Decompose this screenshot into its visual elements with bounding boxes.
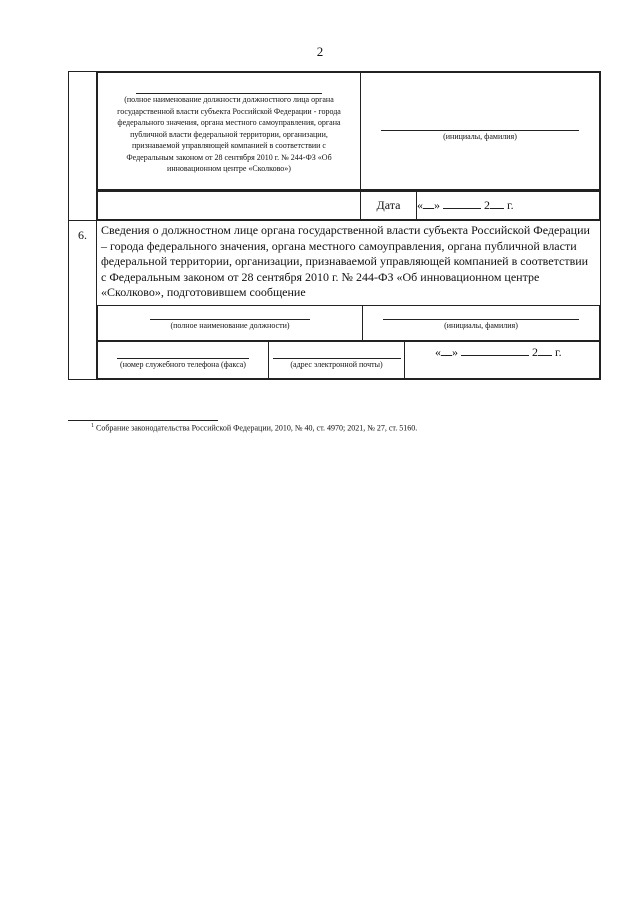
- footnote-text: Собрание законодательства Российской Федерации, 2010, № 40, ст. 4970; 2021, № 27, ст. 5160.: [96, 423, 418, 433]
- block6-row: [69, 221, 601, 380]
- block6-name-caption: (инициалы, фамилия): [444, 320, 518, 330]
- block6-position-caption: (полное наименование должности): [170, 320, 290, 330]
- block6-phone-caption: (номер служебного телефона (факса): [120, 359, 246, 369]
- block5-date-cell: [97, 191, 601, 221]
- block5-date-row: [69, 191, 601, 221]
- block5-date-suffix: г.: [507, 198, 514, 212]
- block6-date-suffix: г.: [555, 344, 562, 359]
- block6-day-blank: [441, 346, 452, 356]
- block6-date-mid: »: [452, 344, 458, 359]
- block5-day-blank: [423, 199, 434, 209]
- block5-date-open: «: [417, 198, 423, 212]
- block5-signature-row: [69, 72, 601, 191]
- block6-heading: Сведения о должностном лице органа государственной власти субъекта Российской Федерации – города федерального значения, органа местного самоуправления, органа публичной власти федеральной территории, организации, признаваемой управляющей компанией в соответствии с Федеральным законом от 28 сентября 2010 г. № 244-ФЗ «Об инновационном центре «Сколково», подготовившем сообщение: [101, 223, 590, 299]
- block6-content-cell: [97, 221, 601, 380]
- block5-year-blank: [490, 199, 504, 209]
- block6-email-caption: (адрес электронной почты): [290, 359, 383, 369]
- block5-date-value: [417, 192, 600, 220]
- block5-month-blank: [443, 199, 481, 209]
- block6-number: 6.: [69, 221, 97, 380]
- block6-month-blank: [461, 346, 529, 356]
- block6-date-value: [405, 341, 600, 378]
- block5-name-caption: (инициалы, фамилия): [443, 132, 517, 141]
- notification-form-table: [68, 71, 601, 380]
- page-number: 2: [316, 44, 324, 59]
- block5-date-label: Дата: [361, 192, 417, 220]
- footnote-marker: 1: [91, 423, 94, 429]
- block6-year-blank: [538, 346, 552, 356]
- footnote: [91, 423, 417, 433]
- block5-position-caption: (полное наименование должности должностного лица органа государственной власти субъекта Российской Федерации - города федерального значения, органа местного самоуправления, органа публичной власти федеральной территории, организации, признаваемой управляющей компанией в соответствии с Федеральным законом от 28 сентября 2010 г. № 244-ФЗ «Об инновационном центре «Сколково»): [117, 95, 341, 173]
- block6-date-year: 2: [532, 344, 538, 359]
- block6-date-open: «: [435, 344, 441, 359]
- block5-date-mid: »: [434, 198, 440, 212]
- footnote-separator: [68, 420, 218, 421]
- block5-date-year: 2: [484, 198, 490, 212]
- block5-number-cell: [69, 72, 97, 221]
- block5-signature-cell: [97, 72, 601, 191]
